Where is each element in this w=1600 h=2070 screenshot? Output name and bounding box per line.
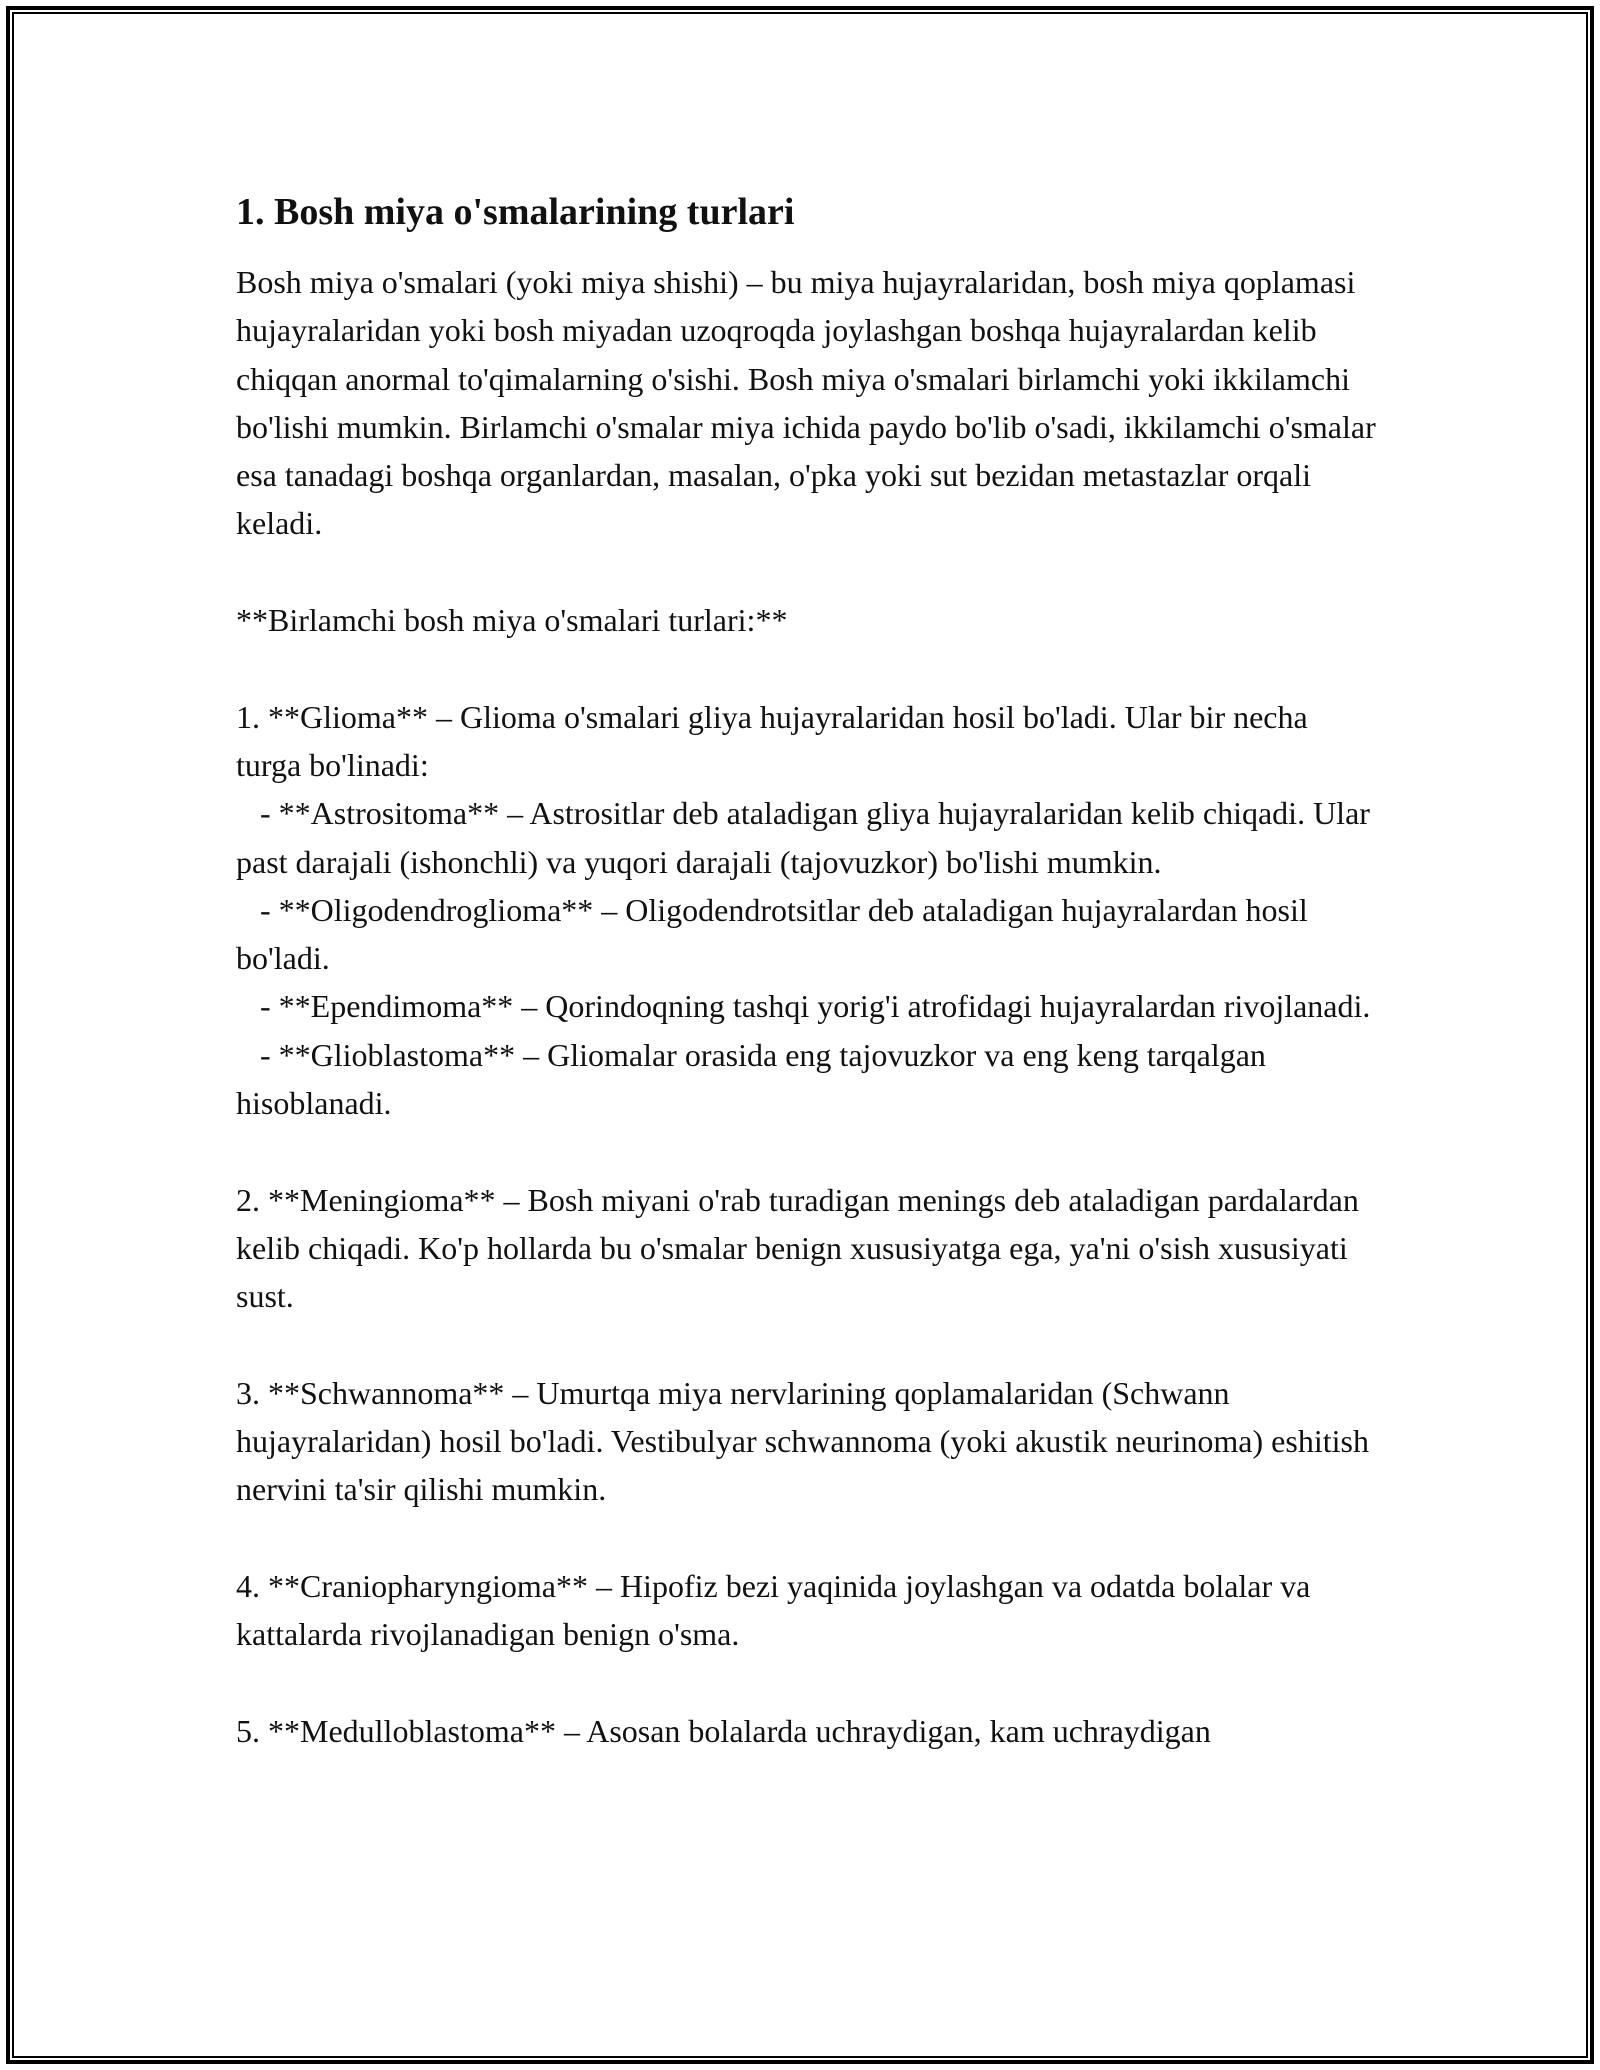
list-item-craniopharyngioma: 4. **Craniopharyngioma** – Hipofiz bezi yaqinida joylashgan va odatda bolalar va kattalarda rivojlanadigan benign o'sma. — [236, 1568, 1319, 1653]
sub-item-astrocytoma: - **Astrositoma** – Astrositlar deb ataladigan gliya hujayralaridan kelib chiqadi. Ular past darajali (ishonchli) va yuqori darajali (tajovuzkor) bo'lishi mumkin. — [236, 795, 1378, 880]
section-heading: 1. Bosh miya o'smalarining turlari — [236, 191, 795, 233]
document-body — [236, 188, 1384, 1755]
primary-types-label: **Birlamchi bosh miya o'smalari turlari:** — [236, 602, 788, 639]
list-item-glioma: 1. **Glioma** – Glioma o'smalari gliya hujayralaridan hosil bo'ladi. Ular bir necha turga bo'linadi: — [236, 698, 1316, 783]
list-item-medulloblastoma: 5. **Medulloblastoma** – Asosan bolalarda uchraydigan, kam uchraydigan — [236, 1712, 1211, 1749]
sub-item-glioblastoma: - **Glioblastoma** – Gliomalar orasida eng tajovuzkor va eng keng tarqalgan hisoblanadi. — [236, 1036, 1274, 1122]
spacer — [236, 1659, 1376, 1707]
spacer — [236, 548, 1376, 596]
spacer — [236, 1514, 1376, 1562]
sub-item-oligodendroglioma: - **Oligodendroglioma** – Oligodendrotsitlar deb ataladigan hujayralardan hosil bo'ladi. — [236, 891, 1316, 977]
sub-item-ependymoma: - **Ependimoma** – Qorindoqning tashqi yorig'i atrofidagi hujayralardan rivojlanadi. — [236, 988, 1371, 1025]
spacer — [236, 1321, 1376, 1369]
list-item-meningioma: 2. **Meningioma** – Bosh miyani o'rab turadigan menings deb ataladigan pardalardan kelib chiqadi. Ko'p hollarda bu o'smalar benign xususiyatga ega, ya'ni o'sish xususiyati sust. — [236, 1181, 1367, 1315]
intro-paragraph: Bosh miya o'smalari (yoki miya shishi) – bu miya hujayralaridan, bosh miya qoplamasi hujayralaridan yoki bosh miyadan uzoqroqda joylashgan boshqa hujayralardan kelib chiqqan anormal to'qimalarning o'sishi. Bosh miya o'smalari birlamchi yoki ikkilamchi bo'lishi mumkin. Birlamchi o'smalar miya ichida paydo bo'lib o'sadi, ikkilamchi o'smalar esa tanadagi boshqa organlardan, masalan, o'pka yoki sut bezidan metastazlar orqali keladi. — [236, 264, 1384, 542]
spacer — [236, 644, 1376, 692]
spacer — [236, 1127, 1376, 1175]
list-item-schwannoma: 3. **Schwannoma** – Umurtqa miya nervlarining qoplamalaridan (Schwann hujayralaridan) hosil bo'ladi. Vestibulyar schwannoma (yoki akustik neurinoma) eshitish nervini ta'sir qilishi mumkin. — [236, 1374, 1377, 1508]
